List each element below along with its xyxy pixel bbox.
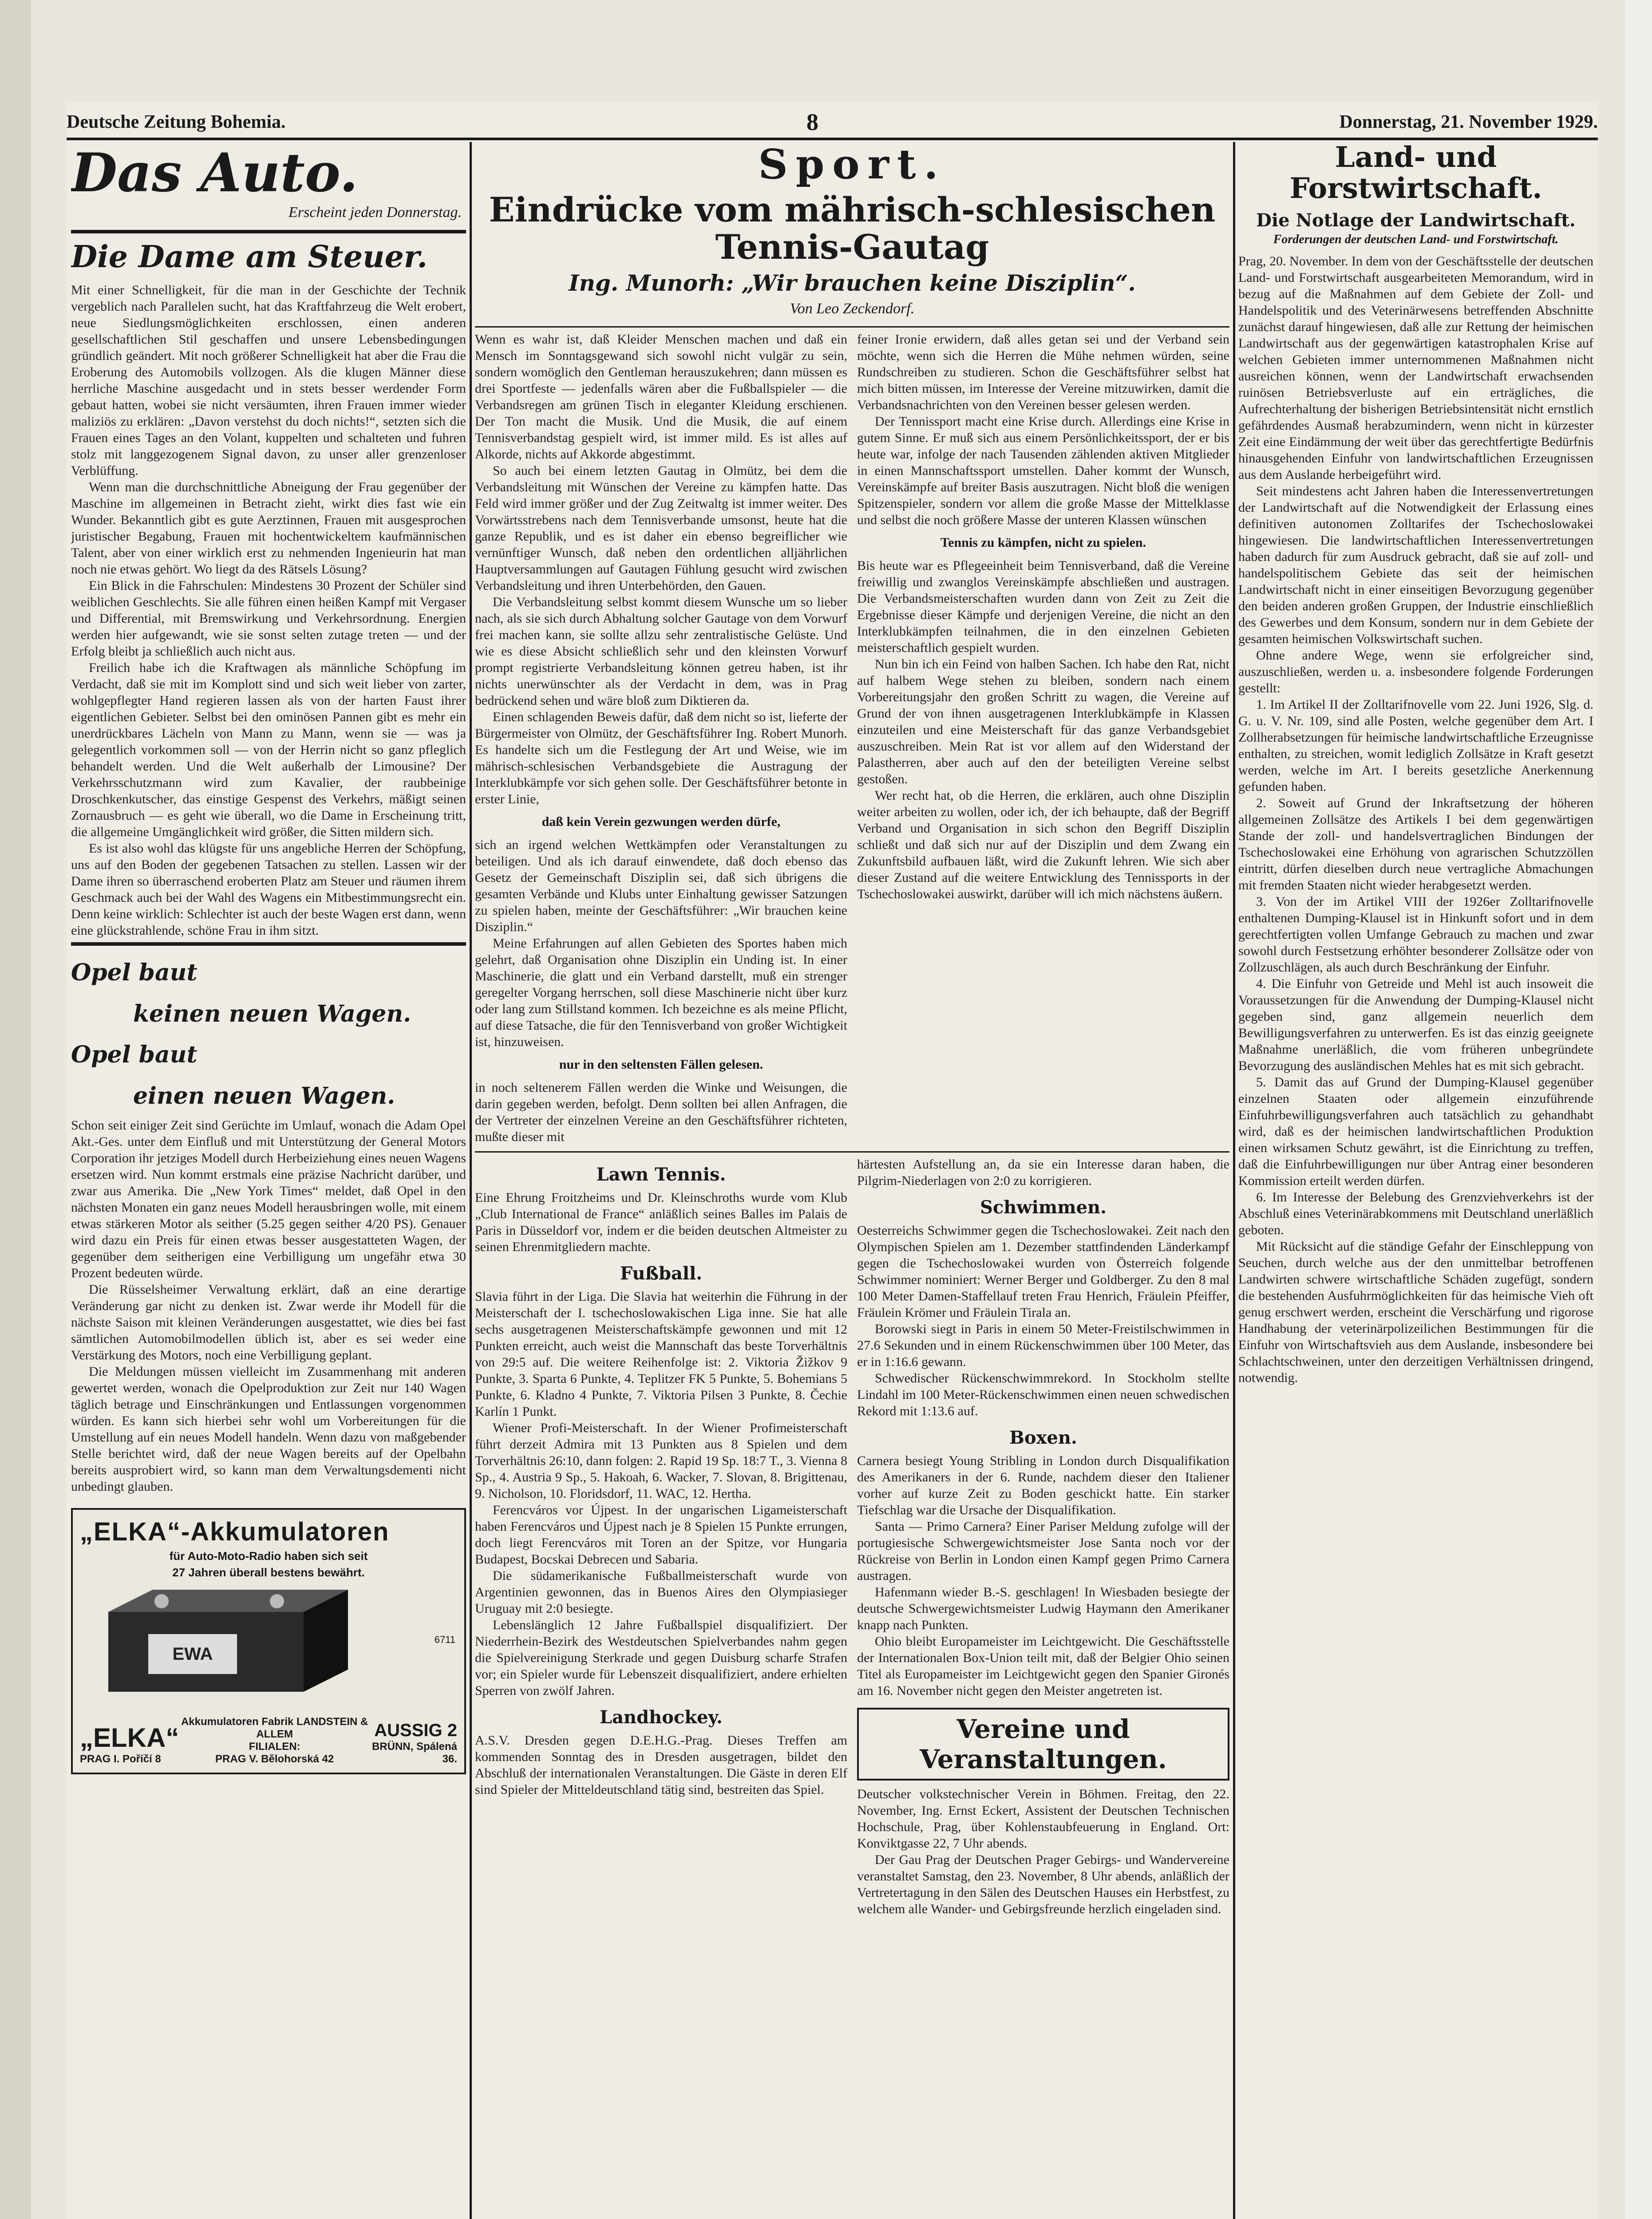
ad-location: PRAG V. Bělohorská 42 (215, 1753, 334, 1765)
paragraph: So auch bei einem letzten Gautag in Olmütz, bei dem die Verbandsleitung mit Wünschen der Vereine zu kämpfen hatte. Das Feld wird immer größer und der Zug Zeitwaltg ist immer weiter. Des Vorwärtsstrebens nach dem Tennisverbande umsonst, heute hat die ganze Republik, und es ist daher ein ebenso begreiflicher wie vernünftiger Wunsch, daß neben den ordentlichen alljährlichen Hauptversammlungen auf Gautagen Fühlung gesucht wird zwischen Verbandsleitung und ihren Unterbehörden, den Gauen. (475, 463, 847, 593)
rule (475, 326, 1229, 328)
paragraph: Es ist also wohl das klügste für uns angebliche Herren der Schöpfung, uns auf den Boden der gegebenen Tatsachen zu stellen. Lassen wir der Dame ihren so überraschend eroberten Platz am Steuer und räumen ihrem Geschmack auch bei der Wahl des Wagens ein Mitbestimmungsrecht ein. Denn keine wirklich: Schlechter ist auch der beste Wagen erst dann, wenn eine glückstrahlende, schöne Frau in ihm sitzt. (71, 841, 466, 938)
paragraph: 2. Soweit auf Grund der Inkraftsetzung der höheren allgemeinen Zollsätze des Artikels I bei dem gegenwärtigen Stande der zoll- und handelsvertraglichen Bindungen der Tschechoslowakei eine Erhöhung von agrarischen Schutzzöllen eintritt, dürfen dieselben durch neue vertragliche Abmachungen mit fremden Staaten nicht wieder herabgesetzt werden. (1238, 795, 1593, 892)
opel-headline-3: Opel baut (71, 1041, 198, 1069)
scan-margin-left (0, 0, 31, 2219)
paragraph: 1. Im Artikel II der Zolltarifnovelle vom 22. Juni 1926, Slg. d. G. u. V. Nr. 109, sind alle Posten, welche gegenüber dem Art. I Zollherabsetzungen für heimische landwirtschaftliche Erzeugnisse enthalten, zu streichen, womit lediglich Zollsätze in Kraft gesetzt werden, welche im Art. I bereits gesetzliche Anerkennung gefunden haben. (1238, 697, 1593, 794)
section-heading-fussball: Fußball. (620, 1263, 703, 1284)
section-heading-boxen: Boxen. (1009, 1427, 1077, 1449)
ad-footer (80, 1716, 457, 1765)
ad-brand: „ELKA“ (80, 1722, 179, 1753)
paragraph: Meine Erfahrungen auf allen Gebieten des Sportes haben mich gelehrt, daß Organisation ohne Disziplin ein Unding ist. In einer Maschinerie, die glatt und ein Verband darstellt, muß ein strenger geregelter Vorgang herrschen, soll diese Maschinerie nicht über kurz oder lang zum Stillstand kommen. Ich bezeichne es als meine Pflicht, auf diese Tatsache, die für den Tennisverband von großer Wichtigkeit ist, hinzuweisen. (475, 936, 847, 1050)
header-publication: Deutsche Zeitung Bohemia. (67, 112, 286, 132)
opel-headline-4: einen neuen Wagen. (133, 1082, 395, 1110)
sport-article-right (857, 331, 1229, 1145)
sport-news-left (475, 1156, 847, 1917)
paragraph: Die Rüsselsheimer Verwaltung erklärt, daß an eine derartige Veränderung gar nicht zu denken ist. Zwar werde ihr Modell für die nächste Saison mit kleinen Veränderungen ausgestattet, wie dies bei fast sämtlichen Automobilmodellen üblich ist, aber es sei weder eine Verstärkung des Motors, noch eine Verbilligung geplant. (71, 1282, 466, 1362)
paragraph: Wiener Profi-Meisterschaft. In der Wiener Profimeisterschaft führt derzeit Admira mit 13 Punkten aus 8 Spielen und dem Torverhältnis 26:10, dann folgen: 2. Rapid 19 Sp. 18:7 T., 3. Vienna 8 Sp., 4. Austria 9 Sp., 5. Hakoah, 6. Wacker, 7. Slovan, 8. Brigittenau, 9. Nicholson, 10. Floridsdorf, 11. WAC, 12. Hertha. (475, 1421, 847, 1501)
section-heading-landhockey: Landhockey. (600, 1707, 723, 1728)
column-rule (1233, 142, 1235, 2219)
agriculture-subtitle: Die Notlage der Landwirtschaft. (1256, 209, 1576, 231)
paragraph: 4. Die Einfuhr von Getreide und Mehl ist auch insoweit die Voraussetzungen für die Anwendung der Dumping-Klausel nicht gegeben sind, ganz allgemein neuerlich dem Bewilligungsverfahren zu unterwerfen. Es ist das einzig geeignete Maßnahme unerläßlich, die vom früheren unbegründete Bevorzugung des ausländischen Mehles hat es mit sich gebracht. (1238, 976, 1593, 1073)
auto-schedule: Erscheint jeden Donnerstag. (289, 204, 462, 221)
paragraph: 5. Damit das auf Grund der Dumping-Klausel gegenüber einzelnen Staaten oder allgemein einzuführende Einfuhrbewilligungsverfahren auch tatsächlich zu gehandhabt wird, daß es der heimischen landwirtschaftlichen Produktion einen wirksamen Schutz gewährt, ist die Einrichtung zu treffen, daß die Einfuhrbewilligungen nur über Antrag einer besonderen Kommission erteilt werden dürfen. (1238, 1074, 1593, 1188)
header-date: Donnerstag, 21. November 1929. (1339, 112, 1598, 132)
paragraph: Die Meldungen müssen vielleicht im Zusammenhang mit anderen gewertet werden, wonach die Opelproduktion zur Zeit nur 140 Wagen täglich betrage und Einschränkungen und Entlassungen vorgenommen würden. Es kann sich hierbei sehr wohl um Vorbereitungen für die Umstellung auf ein neues Modell handeln. Wenn dazu von maßgebender Stelle berichtet wird, daß der neue Wagen bereits auf der Opelbahn bereits ausprobiert wird, so kann man dem Verwaltungsdementi nicht unbedingt glauben. (71, 1364, 466, 1494)
auto-masthead: Das Auto. (71, 142, 358, 204)
opel-headline-2: keinen neuen Wagen. (133, 1000, 411, 1027)
paragraph: Wenn man die durchschnittliche Abneigung der Frau gegenüber der Maschine im allgemeinen in Betracht zieht, wirkt dies fast wie ein Wunder. Bekanntlich gibt es gute Aerztinnen, Frauen mit ausgesprochen juristischer Begabung, Frauen mit hochentwickeltem kaufmännischen Talent, aber von einer wirklich erst zu nehmenden Ingenieurin hat man noch nie etwas gehört. Wo liegt da des Rätsels Lösung? (71, 480, 466, 577)
paragraph: feiner Ironie erwidern, daß alles getan sei und der Verband sein möchte, wenn sich die Herren die Mühe nehmen würden, seine Rundschreiben zu studieren. Schon die Geschäftsführer selbst hat mich bitten müssen, im Interesse der Vereine mitzuwirken, damit die Verbandsnachrichten von den Vereinen besser gelesen werden. (857, 332, 1229, 413)
column-rule (470, 142, 472, 2219)
sport-headline: Eindrücke vom mährisch-schlesischen Tennis-Gautag (489, 190, 1216, 267)
sport-section-title: Sport. (758, 142, 946, 188)
paragraph: Mit Rücksicht auf die ständige Gefahr der Einschleppung von Seuchen, durch welche aus der den unmittelbar betroffenen Landwirten schwere wirtschaftliche Schäden zugefügt, sondern die bestehenden Ausfuhrmöglichkeiten für das heimische Vieh oft genug erschwert werden, erscheint die Verschärfung und rigorose Handhabung der veterinärpolizeilichen Bestimmungen für die Einfuhr von Wirtschaftsvieh aus dem Auslande, insbesondere bei Schlachtschweinen, unter den derzeitigen Verhältnissen dringend, notwendig. (1238, 1239, 1593, 1385)
paragraph: Ohio bleibt Europameister im Leichtgewicht. Die Geschäftsstelle der Internationalen Box-Union teilt mit, daß der Belgier Ohio seinen Titel als Europameister im Leichtgewicht gegen den Spanier Gironés am 16. November nicht gegen den Meister angetreten ist. (857, 1634, 1229, 1698)
paragraph: A.S.V. Dresden gegen D.E.H.G.-Prag. Dieses Treffen am kommenden Sonntag des in Dresden ausgetragen, bildet den Abschluß der internationalen Veranstaltungen. Die Gäste in deren Elf sind Spieler der Mitteldeutschland tätig sind, bestreiten das Spiel. (475, 1733, 847, 1797)
elka-advertisement (71, 1508, 466, 1774)
intertitle: daß kein Verein gezwungen werden dürfe, (541, 814, 781, 829)
paragraph: Seit mindestens acht Jahren haben die Interessenvertretungen der Landwirtschaft auf die Notwendigkeit der Erlassung eines definitiven autonomen Zolltarifes der Tschechoslowakei hingewiesen. Die landwirtschaftlichen Interessenvertretungen haben dadurch für zum Ausdruck gebracht, daß sie auf zoll- und handelspolitischem Gebiete das seit der heimischen Landwirtschaft nicht in einer einseitigen Bevorzugung gegenüber den beiden anderen großen Gruppen, der Industrie einschließlich des Gewerbes und dem Konsum, sondern nur in dem Gebiete der gesamten heimischen Volkswirtschaft suchen. (1238, 483, 1593, 646)
paragraph: Die Verbandsleitung selbst kommt diesem Wunsche um so lieber nach, als sie sich durch Abhaltung solcher Gautage von dem Vorwurf frei machen kann, sie sollte allzu sehr zentralistische Gelüste. Und wie es diese Absicht schließlich sehr und den kleinsten Vorwurf prompt registrierte Verbandsleitung können getreu haben, ist ihr nichts unerwünschter als der Verdacht in dem, was in Prag bedrückend sehen und wäre bloß zum Diktieren da. (475, 595, 847, 708)
paragraph: Mit einer Schnelligkeit, für die man in der Geschichte der Technik vergeblich nach Parallelen sucht, hat das Kraftfahrzeug die Welt erobert, neue Siedlungsmöglichkeiten erschlossen, einen anderen gesellschaftlichen Stil geschaffen und unsere Lebensbedingungen gründlich geändert. Mit noch größerer Schnelligkeit hat aber die Frau die Eroberung des Automobils vollzogen. Als die klugen Männer diese herrliche Maschine ausgedacht und in stets besser werdender Form gebaut hatten, wobei sie nicht versäumten, ihren Frauen immer wieder maliziös zu erklären: „Davon verstehst du doch nichts!“, setzten sich die Frauen eines Tages an den Volant, kuppelten und schalteten und fuhren stolz mit langgezogenem Signal davon, zu unser aller grenzenloser Verblüffung. (71, 283, 466, 478)
sport-column (475, 142, 1229, 2219)
agriculture-subsubtitle: Forderungen der deutschen Land- und Forstwirtschaft. (1273, 232, 1559, 246)
paragraph: Prag, 20. November. In dem von der Geschäftsstelle der deutschen Land- und Forstwirtschaft ausgearbeiteten Memorandum, wird in bezug auf die Maßnahmen auf dem Gebiete der Zoll- und Handelspolitik und des Veterinärwesens betreffenden Abschnitte zunächst darauf hingewiesen, daß alle zur Rettung der heimischen Landwirtschaft aus der gegenwärtigen katastrophalen Krise auf welchen Gebieten immer unternommenen Maßnahmen nicht ausreichen können, wenn der Landwirtschaft erwachsenden ruinösen Betriebsverluste auf ein erträgliches, die Aufrechterhaltung der bisherigen Betriebsintensität nicht ernstlich gefährdendes Ausmaß herabzumindern, wenn nicht in kürzester Zeit eine Eindämmung der weit über das gerechtfertigte Bedürfnis hinausgehenden Einfuhr von landwirtschaftlichen Erzeugnissen aus dem Auslande herbeigeführt wird. (1238, 253, 1593, 482)
intertitle: Tennis zu kämpfen, nicht zu spielen. (940, 535, 1146, 550)
paragraph: Bis heute war es Pflegeeinheit beim Tennisverband, daß die Vereine freiwillig und zwanglos Vereinskämpfe abschließen und austragen. Die Verbandsmeisterschaften wurden dann von Zeit zu Zeit die Ergebnisse dieser Kämpfe und derjenigen Vereine, die nicht an den Interklubkämpfen teilnahmen, die in den einzelnen Gebieten meisterschaftlich gespielt wurden. (857, 558, 1229, 655)
ad-filialen: FILIALEN: (249, 1740, 300, 1753)
header-page-number: 8 (806, 109, 818, 135)
paragraph: Borowski siegt in Paris in einem 50 Meter-Freistilschwimmen in 27.6 Sekunden und in einem Rückenschwimmen über 100 Meter, das er in 1:16.6 gewann. (857, 1322, 1229, 1370)
paragraph: Carnera besiegt Young Stribling in London durch Disqualifikation des Amerikaners in der 6. Runde, nachdem dieser den Italiener vorher auf kurze Zeit zu Boden geschickt hatte. Ein starker Tiefschlag war die Ursache der Disqualifikation. (857, 1453, 1229, 1518)
svg-text:EWA: EWA (172, 1644, 213, 1664)
ad-location: PRAG I. Poříčí 8 (80, 1753, 161, 1765)
ad-code: 6711 (434, 1634, 455, 1645)
section-rule (71, 230, 466, 233)
ad-line: 27 Jahren überall bestens bewährt. (172, 1565, 365, 1579)
sport-article-left (475, 331, 847, 1145)
section-heading-lawn-tennis: Lawn Tennis. (596, 1164, 726, 1185)
scan-margin-right (1625, 0, 1652, 2219)
paragraph: Hafenmann wieder B.-S. geschlagen! In Wiesbaden besiegte der deutsche Schwergewichtsmeister Ludwig Haymann den Amerikaner knapp nach Punkten. (857, 1585, 1229, 1633)
ad-location: BRÜNN, Spálená 36. (372, 1740, 457, 1765)
intertitle: nur in den seltensten Fällen gelesen. (559, 1057, 763, 1072)
sport-news-body (475, 1156, 1229, 1917)
paragraph: Die südamerikanische Fußballmeisterschaft wurde von Argentinien gewonnen, das in Buenos Aires den Olympiasieger Uruguay mit 2:0 besiegte. (475, 1568, 847, 1616)
ad-line: für Auto-Moto-Radio haben sich seit (169, 1549, 368, 1563)
paragraph: härtesten Aufstellung an, da sie ein Interesse daran haben, die Pilgrim-Niederlagen von 2:0 zu korrigieren. (857, 1157, 1229, 1188)
section-heading-schwimmen: Schwimmen. (980, 1197, 1107, 1218)
paragraph: 6. Im Interesse der Belebung des Grenzviehverkehrs ist der Abschluß eines Veterinärabkommens mit Deutschland unerläßlich geboten. (1238, 1189, 1593, 1237)
paragraph: Slavia führt in der Liga. Die Slavia hat weiterhin die Führung in der Meisterschaft der I. tschechoslowakischen Liga inne. Sie hat alle sechs ausgetragenen Meisterschaftskämpfe gewonnen und mit 12 Punkten erreicht, auch weist die Mannschaft das beste Torverhältnis von 29:5 auf. Die weitere Reihenfolge ist: 2. Viktoria Žižkov 9 Punkte, 3. Sparta 6 Punkte, 4. Teplitzer FK 5 Punkte, 5. Bohemians 5 Punkte, 6. Kladno 4 Punkte, 7. Viktoria Pilsen 3 Punkte, 8. Čechie Karlín 1 Punkt. (475, 1289, 847, 1419)
paragraph: Der Tennissport macht eine Krise durch. Allerdings eine Krise in gutem Sinne. Er muß sich aus einem Persönlichkeitssport, der er bis heute war, infolge der nach Tausenden zählenden aktiven Mitglieder in einen Mannschaftssport umstellen. Daher kommt der Wunsch, Vereinskämpfe auf breiter Basis auszutragen. Nicht bloß die wenigen Spitzenspieler, sondern vor allem die große Masse der Mittelklasse und selbst die noch größere Masse der unteren Klassen wünschen (857, 414, 1229, 528)
paragraph: 3. Von der im Artikel VIII der 1926er Zolltarifnovelle enthaltenen Dumping-Klausel ist in Hinkunft sofort und in dem gerechtfertigten vollen Umfange Gebrauch zu machen und zwar sowohl durch Festsetzung erhöhter besonderer Zollsätze oder von Zollzuschlägen, als auch durch Beschränkung der Einfuhr. (1238, 894, 1593, 975)
rule (475, 1151, 1229, 1153)
ad-location: AUSSIG 2 (374, 1720, 457, 1740)
paragraph: Ein Blick in die Fahrschulen: Mindestens 30 Prozent der Schüler sind weiblichen Geschlechts. Sie alle führen einen heißen Kampf mit Vergaser und Differential, mit Bremswirkung und Verkehrsordnung. Energien werden hier aufgewandt, wie sie sonst selten zutage treten — und der Erfolg bleibt ja schließlich auch nicht aus. (71, 578, 466, 659)
paragraph: sich an irgend welchen Wettkämpfen oder Veranstaltungen zu beteiligen. Und als ich darauf einwendete, daß doch ebenso das Gesetz der Gemeinschaft Disziplin sei, daß sich übrigens die gesamten Verbände und Klubs unter Einhaltung gewisser Satzungen zu spielen haben, meinte der Geschäftsführer: „Wir brauchen keine Disziplin.“ (475, 837, 847, 935)
paragraph: Eine Ehrung Froitzheims und Dr. Kleinschroths wurde vom Klub „Club International de France“ anläßlich seines Balles im Palais de Paris in Düsseldorf vor, indem er die beiden deutschen Altmeister zu seinen Ehrenmitgliedern machte. (475, 1190, 847, 1255)
paragraph: Ferencváros vor Újpest. In der ungarischen Ligameisterschaft haben Ferencváros und Újpest nach je 8 Spielen 15 Punkte errungen, doch liegt Ferencváros mit Toren an der Spitze, vor Hungaria Budapest, Bocskai Debrecen und Sabaria. (475, 1503, 847, 1567)
battery-illustration (91, 1585, 366, 1701)
paragraph: Nun bin ich ein Feind von halben Sachen. Ich habe den Rat, nicht auf halbem Wege stehen zu bleiben, sondern nach einem Vorbereitungsjahr den großen Schritt zu wagen, die Vereine auf Grund der von ihnen ausgetragenen Interklubkämpfe in Klassen einzuteilen und eine Meisterschaft für das ganze Verbandsgebiet auszuschreiben. Mein Rat ist vor allem auf den Widerstand der Palastherren, aber auch auf den der beteiligten Vereine selbst gestoßen. (857, 657, 1229, 787)
paragraph: Oesterreichs Schwimmer gegen die Tschechoslowakei. Zeit nach den Olympischen Spielen am 1. Dezember stattfindenden Länderkampf gegen die Tschechoslowakei wurden von Österreich folgende Schwimmer nominiert: Werner Berger und Goldberger. Zu den 8 mal 100 Meter Damen-Staffellauf treten Frau Henrich, Fräulein Pfeiffer, Fräulein Krömer und Fräulein Tirala an. (857, 1223, 1229, 1320)
paragraph: Einen schlagenden Beweis dafür, daß dem nicht so ist, lieferte der Bürgermeister von Olmütz, der Geschäftsführer Ing. Robert Munorh. Es handelte sich um die Festlegung der Art und Weise, wie im mährisch-schlesischen Verbandsgebiete die Austragung der Interklubkämpfe vor sich gehen solle. Der Geschäftsführer betonte in erster Linie, (475, 710, 847, 807)
paragraph: Schwedischer Rückenschwimmrekord. In Stockholm stellte Lindahl im 100 Meter-Rückenschwimmen einen neuen schwedischen Rekord mit 1:13.6 auf. (857, 1371, 1229, 1419)
paragraph: Wenn es wahr ist, daß Kleider Menschen machen und daß ein Mensch im Sonntagsgewand sich sowohl nicht vulgär zu sein, sondern womöglich den Gentleman herauszukehren; dann müssen es drei Sportfeste — jedenfalls wären aber die Fußballspieler — die Verbandsregen am grünen Tisch in eleganter Kleidung erschienen. Der Ton macht die Musik. Und die Musik, die auf einem Tennisverbandstag gespielt wird, ist immer mild. Es ist alles auf Alkorde, nichts auf Akkorde abgestimmt. (475, 332, 847, 462)
sport-article-body (475, 331, 1229, 1145)
paragraph: Wer recht hat, ob die Herren, die erklären, auch ohne Disziplin weiter arbeiten zu wollen, oder ich, der ich behaupte, daß der Begriff Verband und Organisation in sich schon den Begriff Disziplin schließt und daß sich nur auf der Disziplin und dem Zwang ein Zukunftsbild aufbauen läßt, wird die Zukunft lehren. Wie sich aber dieser Zustand auf die weitere Entwicklung des Tennissports in der Tschechoslowakei auswirkt, darüber will ich mich nächstens äußern. (857, 788, 1229, 902)
paragraph: Deutscher volkstechnischer Verein in Böhmen. Freitag, den 22. November, Ing. Ernst Eckert, Assistent der Deutschen Technischen Hochschule, Prag, über Kohlenstaubfeuerung in England. Ort: Konviktgasse 22, 7 Uhr abends. (857, 1787, 1229, 1851)
auto-column (71, 142, 466, 2219)
opel-headline-1: Opel baut (71, 959, 198, 987)
sport-subhead: Ing. Munorh: „Wir brauchen keine Disziplin“. (569, 270, 1136, 296)
paragraph: Freilich habe ich die Kraftwagen als männliche Schöpfung im Verdacht, daß sie mit im Komplott sind und sich weit lieber von zarter, wohlgepflegter Hand regieren lassen als von der harten Faust ihrer eigentlichen Gebieter. Selbst bei den ominösen Pannen gibt es mehr ein unerdrückbares Lächeln von Mann zu Mann, wenn sie — was ja gelegentlich vorkommen soll — von der Herrin nicht so ganz pfleglich behandelt werden. Und die Welt außerhalb der Limousine? Der Verkehrsschutzmann wird zum Kavalier, der raubbeinige Droschkenkutscher, das einstige Gespenst des Verkehrs, mäßigt seinen Zornausbruch — es geht wie überall, wo die Dame in Erscheinung tritt, die allgemeine Umgänglichkeit wird größer, die Sitten mildern sich. (71, 660, 466, 840)
section-rule (71, 942, 466, 946)
paragraph: Ohne andere Wege, wenn sie erfolgreicher sind, auszuschließen, werden u. a. insbesondere folgende Forderungen gestellt: (1238, 648, 1593, 695)
ad-company: Akkumulatoren Fabrik LANDSTEIN & ALLEM (181, 1715, 368, 1740)
agriculture-column (1238, 142, 1593, 2219)
paragraph: Lebenslänglich 12 Jahre Fußballspiel disqualifiziert. Der Niederrhein-Bezirk des Westdeutschen Spielverbandes nahm gegen die Spielvereinigung Sterkrade und gegen Duisburg scharfe Strafen vor; ein Spieler wurde für Lebenszeit disqualifiziert, andere erhielten Sperren von zwölf Jahren. (475, 1618, 847, 1698)
running-head (67, 107, 1598, 140)
ad-title: „ELKA“-Akkumulatoren (80, 1517, 390, 1546)
sport-news-right (857, 1156, 1229, 1917)
vereine-heading: Vereine und Veranstaltungen. (857, 1708, 1229, 1781)
agriculture-section-title: Land- und Forstwirtschaft. (1289, 142, 1542, 205)
sport-byline: Von Leo Zeckendorf. (790, 300, 915, 317)
paragraph: in noch seltenerem Fällen werden die Winke und Weisungen, die darin gegeben werden, befolgt. Denn sollten bei allen Anfragen, die der Vertreter der einzelnen Vereine an den Geschäftsführer richteten, mußte dieser mit (475, 1080, 847, 1145)
paragraph: Santa — Primo Carnera? Einer Pariser Meldung zufolge will der portugiesische Schwergewichtsmeister Jose Santa noch vor der Rückreise von Berlin in London einen Kampf gegen Primo Carnera austragen. (857, 1519, 1229, 1583)
paragraph: Schon seit einiger Zeit sind Gerüchte im Umlauf, wonach die Adam Opel Akt.-Ges. unter dem Einfluß und mit Unterstützung der General Motors Corporation ihr jetziges Modell durch Herbeiziehung eines neuen Wagens ersetzen wird. Nun kommt erstmals eine präzise Nachricht darüber, und zwar aus Amerika. Die „New York Times“ meldet, daß Opel in den nächsten Monaten ein ganz neues Modell herausbringen wolle, mit einem etwas stärkeren Motor als seither (5.25 gegen seither 4/20 PS). Genauer wird dazu ein Preis für einen etwas besser ausgestatteten Wagen, der gegenüber dem seitherigen eine Verbilligung um ungefähr etwa 30 Prozent bedeuten würde. (71, 1117, 466, 1280)
article-title: Die Dame am Steuer. (71, 239, 428, 275)
paragraph: Der Gau Prag der Deutschen Prager Gebirgs- und Wandervereine veranstaltet Samstag, den 23. November, 8 Uhr abends, anläßlich der Vertretertagung in den Sälen des Deutschen Hauses ein Herbstfest, zu welchem alle Wander- und Gebirgsfreunde herzlich eingeladen sind. (857, 1852, 1229, 1917)
